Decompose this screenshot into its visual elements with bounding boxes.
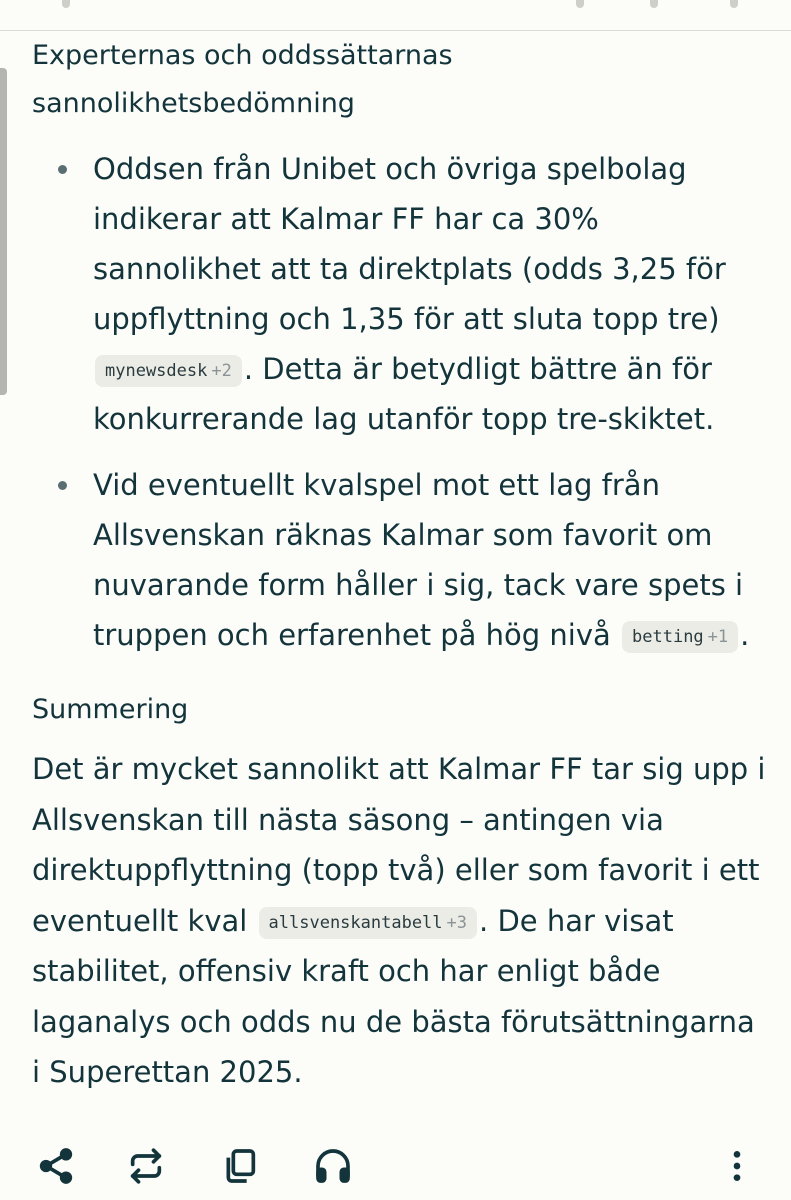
listen-button[interactable]: [311, 1144, 355, 1188]
summary-heading: Summering: [32, 694, 189, 725]
more-vertical-icon: [717, 1146, 757, 1186]
citation-source: betting: [632, 627, 704, 647]
citation-count: +3: [446, 912, 468, 933]
action-bar: [0, 1136, 791, 1196]
summary-text: Det är mycket sannolikt att Kalmar FF tar sig upp i Allsvenskan till nästa säsong – antingen via direktuppflyttning (topp två) eller som favorit i ett eventuellt kval: [32, 752, 766, 938]
top-divider: [0, 30, 791, 31]
top-stub: [650, 0, 658, 8]
top-stub: [62, 0, 70, 8]
list-item-text: .: [740, 618, 750, 652]
summary-text: . De har visat stabilitet, offensiv kraft och har enligt både laganalys och odds nu de bästa förutsättningarna i Superettan 2025.: [32, 903, 755, 1089]
rewrite-icon: [126, 1146, 166, 1186]
list-item-text: Vid eventuellt kvalspel mot ett lag från Allsvenskan räknas Kalmar som favorit om nuvarande form håller i sig, tack vare spets i truppen och erfarenhet på hög nivå: [93, 468, 744, 652]
section-heading: Experternas och oddssättarnas sannolikhetsbedömning: [32, 40, 453, 119]
bullet-list: [32, 144, 772, 660]
citation-count: +1: [707, 627, 729, 647]
copy-icon: [220, 1146, 260, 1186]
rewrite-button[interactable]: [124, 1144, 168, 1188]
list-item: [32, 144, 772, 444]
summary-paragraph: [32, 744, 772, 1098]
answer-content: [32, 32, 772, 1098]
citation-chip-betting[interactable]: [622, 621, 738, 653]
scrollbar[interactable]: [0, 68, 7, 395]
headphones-icon: [313, 1146, 353, 1186]
list-item: [32, 460, 772, 660]
copy-button[interactable]: [218, 1144, 262, 1188]
list-item-text: . Detta är betydligt bättre än för konkurrerande lag utanför topp tre-skiktet.: [93, 352, 715, 436]
list-item-text: Oddsen från Unibet och övriga spelbolag indikerar att Kalmar FF har ca 30% sannolikhet att ta direktplats (odds 3,25 för uppflyttning och 1,35 för att sluta topp tre): [93, 152, 726, 336]
citation-count: +2: [211, 361, 232, 381]
citation-chip-mynewsdesk[interactable]: [95, 355, 242, 387]
more-button[interactable]: [715, 1144, 759, 1188]
top-stub: [576, 0, 584, 8]
citation-source: allsvenskantabell: [268, 912, 443, 933]
share-icon: [36, 1146, 76, 1186]
citation-source: mynewsdesk: [105, 361, 208, 381]
top-stub: [730, 0, 738, 8]
citation-chip-allsvenskantabell[interactable]: [259, 907, 477, 939]
share-button[interactable]: [34, 1144, 78, 1188]
